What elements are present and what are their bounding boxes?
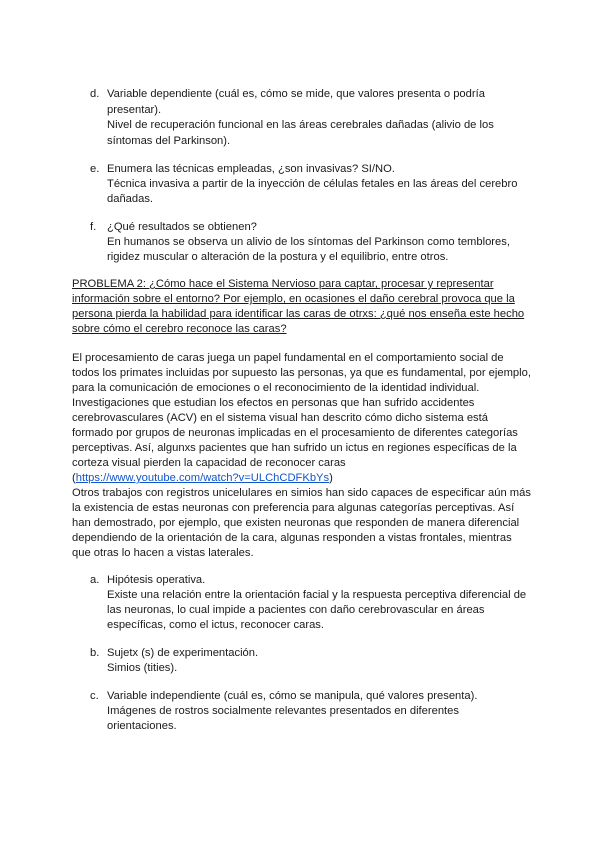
body-line-11: han demostrado, por ejemplo, que existen neuronas que responden de manera diferencial (72, 517, 520, 529)
source-link-line (72, 471, 333, 487)
item-e-line-1: Enumera las técnicas empleadas, ¿son invasivas? SI/NO. (107, 163, 395, 175)
problem-heading-line-3: persona pierda la habilidad para identificar las caras de otrxs: ¿qué nos enseña este hecho (72, 308, 525, 320)
body-line-2: todos los primates incluidas por supuesto las personas, ya que es fundamental, por ejemplo, (72, 367, 531, 379)
body-line-8: corteza visual pierden la capacidad de reconocer caras (72, 457, 346, 469)
body-line-12: dependiendo de la orientación de la cara, algunas responden a vistas frontales, mientras (72, 532, 512, 544)
item-a-line-1: Hipótesis operativa. (107, 574, 206, 586)
link-close-paren: ) (329, 472, 333, 484)
item-b-line-2: Simios (tities). (107, 662, 178, 674)
body-line-10: la existencia de estas neuronas con preferencia para algunas categorías perceptivas. Así (72, 502, 515, 514)
item-d-line-3: Nivel de recuperación funcional en las áreas cerebrales dañadas (alivio de los (107, 119, 494, 131)
body-line-5: cerebrovasculares (ACV) en el sistema visual han descrito cómo dicho sistema está (72, 412, 488, 424)
item-f-line-2: En humanos se observa un alivio de los síntomas del Parkinson como temblores, (107, 236, 510, 248)
item-c-line-1: Variable independiente (cuál es, cómo se manipula, qué valores presenta). (107, 690, 478, 702)
body-line-3: para la comunicación de emociones o el reconocimiento de la identidad individual. (72, 382, 480, 394)
item-a-line-3: las neuronas, lo cual impide a pacientes con daño cerebrovascular en áreas (107, 604, 485, 616)
body-line-6: formado por grupos de neuronas implicadas en el procesamiento de diferentes categorías (72, 427, 518, 439)
problem-heading-line-4: sobre cómo el cerebro reconoce las caras? (72, 323, 287, 335)
body-line-13: que otras lo hacen a vistas laterales. (72, 547, 254, 559)
list-marker-c: c. (90, 690, 99, 702)
item-a-line-4: específicas, como el ictus, reconocer caras. (107, 619, 325, 631)
item-d-line-2: presentar). (107, 104, 162, 116)
youtube-link[interactable]: https://www.youtube.com/watch?v=ULChCDFKbYs (75, 472, 330, 484)
body-line-9: Otros trabajos con registros unicelulares en simios han sido capaces de especificar aún más (72, 487, 531, 499)
body-line-1: El procesamiento de caras juega un papel fundamental en el comportamiento social de (72, 352, 504, 364)
item-e-line-2: Técnica invasiva a partir de la inyección de células fetales en las áreas del cerebro (107, 178, 518, 190)
item-d-line-4: síntomas del Parkinson). (107, 135, 231, 147)
list-marker-d: d. (90, 88, 100, 100)
body-line-4: Investigaciones que estudian los efectos en personas que han sufrido accidentes (72, 397, 475, 409)
item-e-line-3: dañadas. (107, 193, 154, 205)
list-marker-b: b. (90, 647, 100, 659)
problem-heading-line-1: PROBLEMA 2: ¿Cómo hace el Sistema Nervioso para captar, procesar y representar (72, 278, 494, 290)
item-b-line-1: Sujetx (s) de experimentación. (107, 647, 259, 659)
link-open-paren: ( (72, 472, 76, 484)
item-d-line-1: Variable dependiente (cuál es, cómo se mide, que valores presenta o podría (107, 88, 485, 100)
item-f-line-1: ¿Qué resultados se obtienen? (107, 221, 257, 233)
body-line-7: perceptivas. Así, algunxs pacientes que han sufrido un ictus en regiones específicas de la (72, 442, 517, 454)
list-marker-a: a. (90, 574, 100, 586)
problem-heading-line-2: información sobre el entorno? Por ejemplo, en ocasiones el daño cerebral provoca que la (72, 293, 515, 305)
item-f-line-3: rigidez muscular o alteración de la postura y el equilibrio, entre otros. (107, 251, 449, 263)
item-c-line-2: Imágenes de rostros socialmente relevantes presentados en diferentes (107, 705, 459, 717)
list-marker-e: e. (90, 163, 100, 175)
item-a-line-2: Existe una relación entre la orientación facial y la respuesta perceptiva diferencial de (107, 589, 527, 601)
item-c-line-3: orientaciones. (107, 720, 177, 732)
list-marker-f: f. (90, 221, 97, 233)
